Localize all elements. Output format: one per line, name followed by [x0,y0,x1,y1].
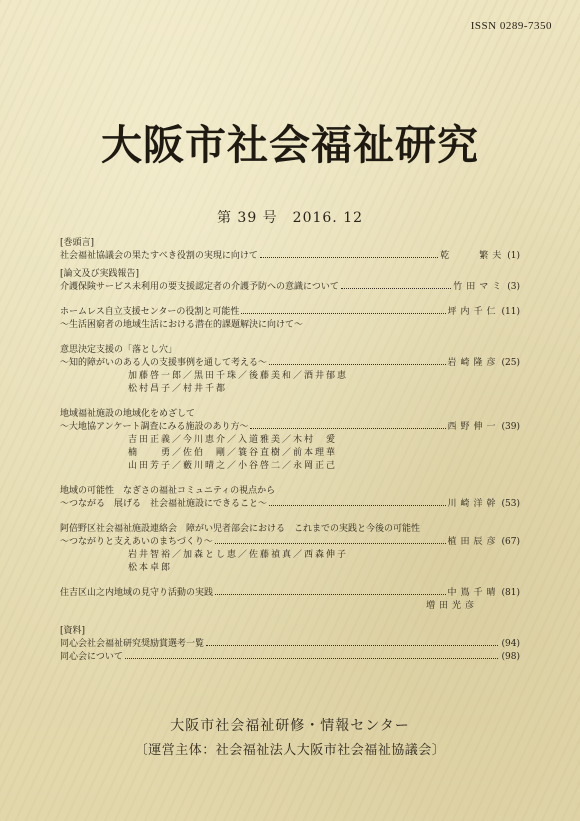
co-authors: 吉田正義／今川恵介／入道雅美／木村 愛 [128,435,338,445]
entry-author: 中嶌千晴 [447,588,500,598]
entry-page: (39) [501,422,520,432]
toc-entry-homeless[interactable] [60,306,520,332]
entry-title: 住吉区山之内地域の見守り活動の実践 [60,588,214,598]
dot-leader [269,364,445,365]
section-heading: [資料] [60,626,86,636]
co-authors: 松本卓郎 [128,563,173,573]
entry-page: (94) [501,639,520,649]
toc-entry-abeno[interactable] [60,523,520,575]
section-materials [60,625,520,664]
dot-leader [341,288,451,289]
entry-subtitle: ～生活困窮者の地域生活における潜在的課題解決に向けて～ [60,320,304,330]
co-author: 増田光彦 [426,601,479,611]
co-authors: 楠 勇／佐伯 剛／簑谷直樹／前本理華 [128,448,338,458]
entry-author: 川崎洋幹 [447,499,500,509]
operator: 〔運営主体：社会福祉法人大阪市社会福祉協議会〕 [134,743,446,758]
section-heading: [論文及び実践報告] [60,269,140,279]
publisher: 大阪市社会福祉研修・情報センター [170,718,410,734]
section-heading: [巻頭言] [60,238,95,248]
entry-author: 乾 繁夫 [440,251,506,261]
toc-entry-kanousei[interactable] [60,485,520,511]
issue-number: 第 39 号 2016. 12 [216,210,364,226]
toc-entry[interactable] [60,651,520,664]
co-authors: 山田芳子／藪川晴之／小谷啓二／永岡正己 [128,461,338,471]
entry-title: 社会福祉協議会の果たすべき役割の実現に向けて [60,251,258,261]
toc-entry[interactable] [60,638,520,651]
dot-leader [241,313,445,314]
entry-title: 同心会社会福祉研究奨励賞選考一覧 [60,639,205,649]
toc-entry-chiiki[interactable] [60,408,520,473]
dot-leader [269,505,445,506]
toc-entry[interactable] [60,250,520,263]
entry-author: 竹田マミ [453,282,506,292]
section-preface [60,237,520,263]
entry-author: 植田辰彦 [447,537,500,547]
dot-leader [215,594,445,595]
entry-title: 意思決定支援の「落とし穴」 [60,345,178,355]
entry-author: 坪内千仁 [447,307,500,317]
dot-leader [260,257,438,258]
section-papers [60,268,520,294]
entry-page: (25) [501,358,520,368]
entry-title: 同心会について [60,652,123,662]
co-authors: 加藤啓一郎／黒田千珠／後藤美和／酒井郁恵 [128,371,349,381]
entry-title: 地域の可能性 なぎさの福祉コミュニティの視点から [60,486,276,496]
entry-subtitle: ～大地協アンケート調査にみる施設のあり方～ [60,422,249,432]
issn: ISSN 0289-7350 [470,20,552,32]
entry-title: 阿倍野区社会福祉施設連絡会 障がい児者部会における これまでの実践と今後の可能性 [60,524,421,534]
entry-author: 岩崎隆彦 [447,358,500,368]
dot-leader [215,543,446,544]
entry-subtitle: ～つながりと支えあいのまちづくり～ [60,537,213,547]
entry-subtitle: ～知的障がいのある人の支援事例を通して考える～ [60,358,268,368]
entry-title: ホームレス自立支援センターの役割と可能性 [60,307,240,317]
entry-page: (3) [507,282,520,292]
dot-leader [250,428,445,429]
entry-page: (53) [501,499,520,509]
journal-title: 大阪市社会福祉研究 [101,121,479,169]
entry-title: 介護保険サービス未利用の要支援認定者の介護予防への意識について [60,282,339,292]
entry-page: (98) [501,652,520,662]
entry-page: (67) [501,537,520,547]
entry-title: 地域福祉施設の地域化をめざして [60,409,196,419]
entry-author: 西野伸一 [447,422,500,432]
dot-leader [125,658,498,659]
entry-subtitle: ～つながる 展げる 社会福祉施設にできること～ [60,499,268,509]
toc-entry-ishi[interactable] [60,344,520,396]
co-authors: 松村昌子／村井千都 [128,384,228,394]
entry-page: (11) [501,307,520,317]
co-authors: 岩井智裕／加森とし恵／佐藤禎真／西森伸子 [128,550,349,560]
entry-page: (1) [507,251,520,261]
toc-entry-sumiyoshi[interactable] [60,587,520,613]
toc-entry[interactable] [60,281,520,294]
table-of-contents [60,237,520,664]
entry-page: (81) [501,588,520,598]
dot-leader [206,645,498,646]
